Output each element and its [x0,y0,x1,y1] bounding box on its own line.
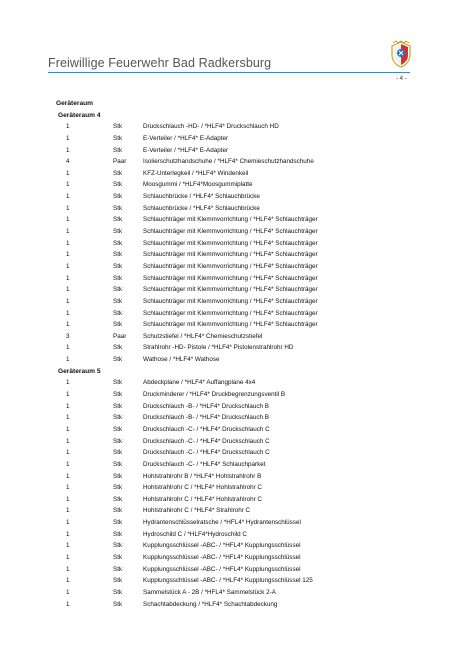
item-description: Schlauchbrücke / *HLF4* Schlauchbrücke [143,204,260,212]
item-description: Druckschlauch -B- / *HLF4* Druckschlauch B [143,414,269,422]
item-unit: Stk [113,286,123,294]
item-quantity: 1 [66,402,70,410]
item-unit: Stk [113,542,123,550]
inventory-row [56,529,416,541]
item-quantity: 4 [66,158,70,166]
inventory-row [56,505,416,517]
item-description: Abdeckplane / *HLF4* Auffangplane 4x4 [143,379,256,387]
item-unit: Stk [113,251,123,259]
item-unit: Stk [113,309,123,317]
item-description: Hohlstrahlrohr C / *HLF4* Hohlstrahlrohr C [143,495,262,503]
item-description: Schlauchträger mit Klemmvorrichtung / *HLF4* Schlauchträger [143,251,318,259]
item-unit: Paar [113,158,127,166]
inventory-row [56,459,416,471]
item-unit: Stk [113,274,123,282]
item-quantity: 1 [66,379,70,387]
inventory-list [56,98,416,610]
item-unit: Stk [113,344,123,352]
item-quantity: 1 [66,495,70,503]
item-description: Kupplungsschlüssel -ABC- / *HFL4* Kupplungsschlüssel [143,542,301,550]
inventory-row [56,471,416,483]
item-unit: Stk [113,507,123,515]
item-quantity: 1 [66,123,70,131]
inventory-row [56,389,416,401]
header-divider [48,72,410,73]
item-quantity: 1 [66,181,70,189]
item-quantity: 1 [66,530,70,538]
item-unit: Stk [113,588,123,596]
item-quantity: 1 [66,274,70,282]
inventory-row [56,261,416,273]
item-description: Schlauchträger mit Klemmvorrichtung / *HLF4* Schlauchträger [143,216,318,224]
group-heading: Geräteraum 5 [58,367,101,375]
item-unit: Stk [113,577,123,585]
item-unit: Stk [113,169,123,177]
inventory-row [56,331,416,343]
item-description: Schlauchträger mit Klemmvorrichtung / *HLF4* Schlauchträger [143,274,318,282]
item-unit: Stk [113,181,123,189]
item-description: Hydroschild C / *HLF4*Hydroschild C [143,530,247,538]
item-quantity: 1 [66,588,70,596]
item-unit: Stk [113,565,123,573]
item-unit: Stk [113,425,123,433]
inventory-row [56,587,416,599]
item-unit: Stk [113,239,123,247]
item-unit: Stk [113,216,123,224]
item-unit: Stk [113,134,123,142]
item-description: Schlauchträger mit Klemmvorrichtung / *HLF4* Schlauchträger [143,239,318,247]
inventory-row [56,482,416,494]
item-unit: Stk [113,146,123,154]
item-quantity: 1 [66,309,70,317]
item-quantity: 1 [66,460,70,468]
item-unit: Stk [113,449,123,457]
item-description: Druckschlauch -C- / *HLF4* Druckschlauch C [143,425,270,433]
inventory-row [56,599,416,611]
item-unit: Stk [113,321,123,329]
item-unit: Stk [113,262,123,270]
item-description: Hohlstrahlrohr B / *HLF4* Hohlstrahlrohr B [143,472,262,480]
item-unit: Stk [113,530,123,538]
item-quantity: 1 [66,239,70,247]
item-unit: Stk [113,297,123,305]
item-quantity: 1 [66,216,70,224]
item-unit: Stk [113,356,123,364]
item-unit: Stk [113,379,123,387]
section-heading: Geräteraum [56,100,94,107]
item-unit: Stk [113,228,123,236]
inventory-row [56,354,416,366]
item-description: Kupplungsschlüssel -ABC- / *HFL4* Kupplungsschlüssel [143,565,301,573]
inventory-row [56,447,416,459]
inventory-group [56,110,416,366]
item-quantity: 1 [66,134,70,142]
inventory-row [56,575,416,587]
inventory-row [56,564,416,576]
inventory-groups [56,110,416,611]
inventory-row [56,179,416,191]
item-quantity: 1 [66,391,70,399]
item-quantity: 1 [66,251,70,259]
item-description: Hohlstrahlrohr C / *HLF4* Strahlrohr C [143,507,251,515]
item-description: Moosgummi / *HLF4*Moosgummiplatte [143,181,253,189]
inventory-row [56,168,416,180]
item-unit: Stk [113,600,123,608]
inventory-row [56,342,416,354]
inventory-row [56,540,416,552]
item-description: Schachtabdeckung / *HLF4* Schachtabdeckung [143,600,278,608]
item-unit: Stk [113,193,123,201]
item-unit: Stk [113,391,123,399]
item-quantity: 1 [66,565,70,573]
item-description: Sammelstück A - 2B / *HFL4* Sammelstück 2-A [143,588,276,596]
item-quantity: 1 [66,472,70,480]
item-quantity: 1 [66,577,70,585]
inventory-row [56,319,416,331]
item-description: Druckminderer / *HLF4* Druckbegrenzungsventil B [143,391,286,399]
item-description: Druckschlauch -B- / *HLF4* Druckschlauch B [143,402,269,410]
item-description: E-Verteiler / *HLF4* E-Adapter [143,134,229,142]
item-description: Schlauchträger mit Klemmvorrichtung / *HLF4* Schlauchträger [143,286,318,294]
item-description: Druckschlauch -C- / *HLF4* Druckschlauch C [143,449,270,457]
item-description: Wathose / *HLF4* Wathose [143,356,220,364]
item-description: Schlauchträger mit Klemmvorrichtung / *HLF4* Schlauchträger [143,297,318,305]
item-description: Druckschlauch -C- / *HLF4* Schlauchparket [143,460,266,468]
item-unit: Stk [113,460,123,468]
inventory-row [56,214,416,226]
item-quantity: 1 [66,146,70,154]
item-description: Kupplungsschlüssel -ABC- / *HFL4* Kupplungsschlüssel [143,553,301,561]
item-unit: Stk [113,437,123,445]
item-unit: Stk [113,414,123,422]
item-unit: Paar [113,332,127,340]
inventory-row [56,145,416,157]
inventory-row [56,296,416,308]
inventory-row [56,156,416,168]
fire-brigade-emblem-icon [388,40,414,68]
item-quantity: 1 [66,344,70,352]
item-unit: Stk [113,472,123,480]
inventory-row [56,401,416,413]
item-unit: Stk [113,553,123,561]
item-quantity: 1 [66,193,70,201]
inventory-row [56,494,416,506]
item-quantity: 1 [66,519,70,527]
inventory-row [56,133,416,145]
item-quantity: 1 [66,437,70,445]
item-description: E-Verteiler / *HLF4* E-Adapter [143,146,229,154]
page-number: - 4 - [396,76,407,82]
inventory-row [56,377,416,389]
item-quantity: 1 [66,553,70,561]
item-quantity: 1 [66,297,70,305]
item-unit: Stk [113,204,123,212]
inventory-row [56,238,416,250]
item-description: Schlauchträger mit Klemmvorrichtung / *HLF4* Schlauchträger [143,262,318,270]
item-description: Schlauchträger mit Klemmvorrichtung / *HLF4* Schlauchträger [143,321,318,329]
item-description: Druckschlauch -HD- / *HLF4* Druckschlauch HD [143,123,279,131]
item-description: Druckschlauch -C- / *HLF4* Druckschlauch C [143,437,270,445]
item-description: Hohlstrahlrohr C / *HLF4* Hohlstrahlrohr C [143,484,262,492]
item-unit: Stk [113,495,123,503]
item-quantity: 1 [66,169,70,177]
inventory-row [56,436,416,448]
inventory-row [56,308,416,320]
inventory-row [56,203,416,215]
item-unit: Stk [113,519,123,527]
inventory-row [56,424,416,436]
item-quantity: 1 [66,542,70,550]
item-unit: Stk [113,402,123,410]
item-description: Kupplungsschlüssel -ABC- / *HLF4* Kupplungsschlüssel 125 [143,577,313,585]
item-quantity: 1 [66,507,70,515]
item-description: Schlauchbrücke / *HLF4* Schlauchbrücke [143,193,260,201]
item-description: Hydrantenschlüsselratsche / *HFL4* Hydrantenschlüssel [143,519,301,527]
item-description: Isolierschutzhandschuhe / *HLF4* Chemieschutzhandschuhe [143,158,314,166]
inventory-row [56,249,416,261]
item-quantity: 1 [66,484,70,492]
inventory-row [56,517,416,529]
item-quantity: 1 [66,204,70,212]
item-description: Schutzstiefel / *HLF4* Chemieschutzstiefel [143,332,263,340]
item-description: Schlauchträger mit Klemmvorrichtung / *HLF4* Schlauchträger [143,309,318,317]
inventory-row [56,273,416,285]
item-unit: Stk [113,123,123,131]
item-quantity: 3 [66,332,70,340]
inventory-row [56,412,416,424]
inventory-row [56,226,416,238]
item-quantity: 1 [66,262,70,270]
item-description: KFZ-Unterlegkeil / *HLF4* Windenkeil [143,169,249,177]
item-quantity: 1 [66,321,70,329]
item-quantity: 1 [66,286,70,294]
item-quantity: 1 [66,600,70,608]
inventory-row [56,284,416,296]
item-quantity: 1 [66,414,70,422]
item-quantity: 1 [66,449,70,457]
inventory-group [56,366,416,610]
item-description: Schlauchträger mit Klemmvorrichtung / *HLF4* Schlauchträger [143,228,318,236]
item-quantity: 1 [66,228,70,236]
item-quantity: 1 [66,356,70,364]
group-heading: Geräteraum 4 [58,111,101,119]
inventory-row [56,552,416,564]
inventory-row [56,191,416,203]
item-quantity: 1 [66,425,70,433]
inventory-row [56,121,416,133]
item-description: Strahlrohr -HD- Pistole / *HLF4* Pistolenstrahlrohr HD [143,344,294,352]
item-unit: Stk [113,484,123,492]
organization-title: Freiwillige Feuerwehr Bad Radkersburg [48,56,272,70]
